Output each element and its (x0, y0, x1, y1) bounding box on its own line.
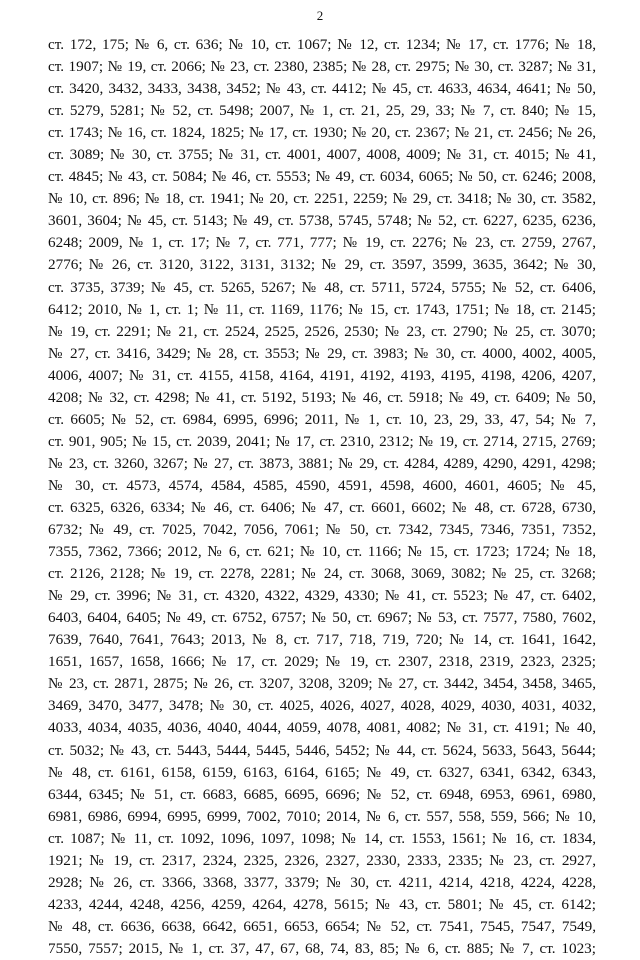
text-line: ст. 1907; № 19, ст. 2066; № 23, ст. 2380, 2385; № 28, ст. 2975; № 30, ст. 3287; № 31, (48, 58, 596, 76)
text-line: 7639, 7640, 7641, 7643; 2013, № 8, ст. 717, 718, 719, 720; № 14, ст. 1641, 1642, (48, 631, 596, 649)
text-line: 1651, 1657, 1658, 1666; № 17, ст. 2029; № 19, ст. 2307, 2318, 2319, 2323, 2325; (48, 653, 596, 671)
text-line: 6732; № 49, ст. 7025, 7042, 7056, 7061; № 50, ст. 7342, 7345, 7346, 7351, 7352, (48, 521, 596, 539)
text-line: ст. 1087; № 11, ст. 1092, 1096, 1097, 1098; № 14, ст. 1553, 1561; № 16, ст. 1834, (48, 829, 596, 847)
text-line: 4233, 4244, 4248, 4256, 4259, 4264, 4278, 5615; № 43, ст. 5801; № 45, ст. 6142; (48, 895, 596, 913)
text-line: ст. 3420, 3432, 3433, 3438, 3452; № 43, ст. 4412; № 45, ст. 4633, 4634, 4641; № 50, (48, 80, 596, 98)
text-line: 4208; № 32, ст. 4298; № 41, ст. 5192, 5193; № 46, ст. 5918; № 49, ст. 6409; № 50, (48, 388, 596, 406)
text-line: 7550, 7557; 2015, № 1, ст. 37, 47, 67, 68, 74, 83, 85; № 6, ст. 885; № 7, ст. 1023; (48, 939, 596, 957)
text-line: ст. 5032; № 43, ст. 5443, 5444, 5445, 5446, 5452; № 44, ст. 5624, 5633, 5643, 5644; (48, 741, 596, 759)
text-line: 4033, 4034, 4035, 4036, 4040, 4044, 4059, 4078, 4081, 4082; № 31, ст. 4191; № 40, (48, 719, 596, 737)
page-number: 2 (316, 8, 324, 23)
text-line: 2776; № 26, ст. 3120, 3122, 3131, 3132; № 29, ст. 3597, 3599, 3635, 3642; № 30, (48, 256, 596, 274)
text-line: 1921; № 19, ст. 2317, 2324, 2325, 2326, 2327, 2330, 2333, 2335; № 23, ст. 2927, (48, 851, 596, 869)
text-line: № 19, ст. 2291; № 21, ст. 2524, 2525, 2526, 2530; № 23, ст. 2790; № 25, ст. 3070; (48, 322, 596, 340)
text-line: ст. 2126, 2128; № 19, ст. 2278, 2281; № 24, ст. 3068, 3069, 3082; № 25, ст. 3268; (48, 565, 596, 583)
text-line: 6412; 2010, № 1, ст. 1; № 11, ст. 1169, 1176; № 15, ст. 1743, 1751; № 18, ст. 2145; (48, 300, 596, 318)
text-line: № 29, ст. 3996; № 31, ст. 4320, 4322, 4329, 4330; № 41, ст. 5523; № 47, ст. 6402, (48, 587, 596, 605)
text-line: 3601, 3604; № 45, ст. 5143; № 49, ст. 5738, 5745, 5748; № 52, ст. 6227, 6235, 6236, (48, 212, 596, 230)
text-line: 6403, 6404, 6405; № 49, ст. 6752, 6757; № 50, ст. 6967; № 53, ст. 7577, 7580, 7602, (48, 609, 596, 627)
text-line: ст. 4845; № 43, ст. 5084; № 46, ст. 5553; № 49, ст. 6034, 6065; № 50, ст. 6246; 2008, (48, 168, 596, 186)
text-line: № 48, ст. 6636, 6638, 6642, 6651, 6653, 6654; № 52, ст. 7541, 7545, 7547, 7549, (48, 917, 596, 935)
text-line: № 23, ст. 2871, 2875; № 26, ст. 3207, 3208, 3209; № 27, ст. 3442, 3454, 3458, 3465, (48, 675, 596, 693)
text-line: 4006, 4007; № 31, ст. 4155, 4158, 4164, 4191, 4192, 4193, 4195, 4198, 4206, 4207, (48, 366, 596, 384)
text-line: 6981, 6986, 6994, 6995, 6999, 7002, 7010; 2014, № 6, ст. 557, 558, 559, 566; № 10, (48, 807, 596, 825)
text-line: ст. 6605; № 52, ст. 6984, 6995, 6996; 2011, № 1, ст. 10, 23, 29, 33, 47, 54; № 7, (48, 410, 596, 428)
text-line: № 27, ст. 3416, 3429; № 28, ст. 3553; № 29, ст. 3983; № 30, ст. 4000, 4002, 4005, (48, 344, 596, 362)
text-line: ст. 5279, 5281; № 52, ст. 5498; 2007, № 1, ст. 21, 25, 29, 33; № 7, ст. 840; № 15, (48, 102, 596, 120)
text-line: № 48, ст. 6161, 6158, 6159, 6163, 6164, 6165; № 49, ст. 6327, 6341, 6342, 6343, (48, 763, 596, 781)
text-line: 6344, 6345; № 51, ст. 6683, 6685, 6695, 6696; № 52, ст. 6948, 6953, 6961, 6980, (48, 785, 596, 803)
text-line: ст. 3089; № 30, ст. 3755; № 31, ст. 4001, 4007, 4008, 4009; № 31, ст. 4015; № 41, (48, 146, 596, 164)
text-line: ст. 1743; № 16, ст. 1824, 1825; № 17, ст. 1930; № 20, ст. 2367; № 21, ст. 2456; № 26, (48, 124, 596, 142)
text-line: № 10, ст. 896; № 18, ст. 1941; № 20, ст. 2251, 2259; № 29, ст. 3418; № 30, ст. 3582, (48, 190, 596, 208)
text-line: 3469, 3470, 3477, 3478; № 30, ст. 4025, 4026, 4027, 4028, 4029, 4030, 4031, 4032, (48, 697, 596, 715)
text-line: 2928; № 26, ст. 3366, 3368, 3377, 3379; № 30, ст. 4211, 4214, 4218, 4224, 4228, (48, 873, 596, 891)
text-line: № 23, ст. 3260, 3267; № 27, ст. 3873, 3881; № 29, ст. 4284, 4289, 4290, 4291, 4298; (48, 454, 596, 472)
text-line: № 30, ст. 4573, 4574, 4584, 4585, 4590, 4591, 4598, 4600, 4601, 4605; № 45, (48, 476, 596, 494)
text-line: ст. 6325, 6326, 6334; № 46, ст. 6406; № 47, ст. 6601, 6602; № 48, ст. 6728, 6730, (48, 498, 596, 516)
text-line: ст. 172, 175; № 6, ст. 636; № 10, ст. 1067; № 12, ст. 1234; № 17, ст. 1776; № 18, (48, 36, 596, 53)
text-line: ст. 3735, 3739; № 45, ст. 5265, 5267; № 48, ст. 5711, 5724, 5755; № 52, ст. 6406, (48, 278, 596, 296)
citation-text-block (48, 34, 596, 960)
text-line: ст. 901, 905; № 15, ст. 2039, 2041; № 17, ст. 2310, 2312; № 19, ст. 2714, 2715, 2769; (48, 432, 596, 450)
text-line: 6248; 2009, № 1, ст. 17; № 7, ст. 771, 777; № 19, ст. 2276; № 23, ст. 2759, 2767, (48, 234, 596, 252)
text-line: 7355, 7362, 7366; 2012, № 6, ст. 621; № 10, ст. 1166; № 15, ст. 1723; 1724; № 18, (48, 543, 596, 561)
